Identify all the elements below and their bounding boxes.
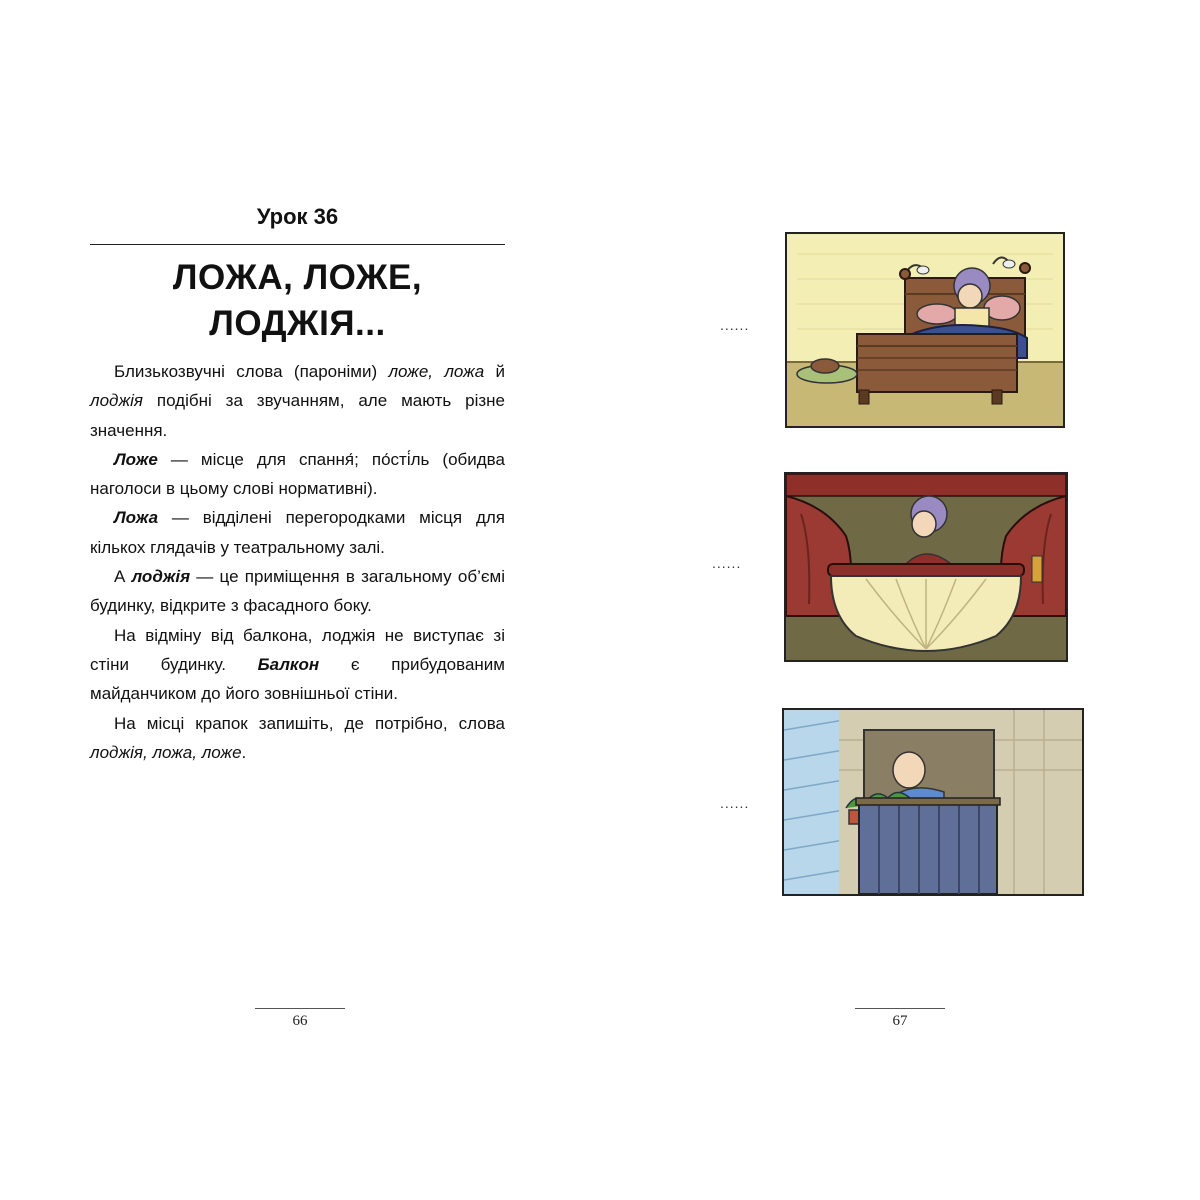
right-page <box>600 0 1200 1200</box>
paragraph-lodzhiia: А лоджія — це приміщення в загальному об’ємі будинку, відкрите з фасадного боку. <box>90 567 506 616</box>
page-number-rule <box>855 1008 945 1009</box>
title-line-1: ЛОЖА, ЛОЖЕ, <box>172 258 423 297</box>
paragraph-lozhe: Ложе — місце для спання́; по́сті́ль (обидва наголоси в цьому слові нормативні). <box>90 449 505 499</box>
page-number: 66 <box>292 1013 308 1029</box>
term-lodzhiia: лоджія <box>131 567 191 587</box>
paragraph-intro: Близькозвучні слова (пароніми) ложе, ложа й лоджія подібні за звучанням, але мають різне значення. <box>90 362 505 440</box>
term-balkon: Балкон <box>257 654 320 674</box>
answer-blank-1: ...... <box>720 317 750 333</box>
theatre-box-illustration <box>784 472 1068 662</box>
paragraph-task: На місці крапок запишіть, де потрібно, слова лоджія, ложа, ложе. <box>90 713 505 762</box>
lesson-number: Урок 36 <box>256 204 339 229</box>
title-line-2: ЛОДЖІЯ... <box>209 304 386 343</box>
answer-blank-2: ...... <box>712 555 742 571</box>
page-number-rule <box>255 1008 345 1009</box>
term-lozhe: Ложе <box>114 449 158 469</box>
paragraph-balkon: На відміну від балкона, лоджія не виступає зі стіни будинку. Балкон є прибудованим майданчиком до його зовнішньої стіни. <box>90 625 505 704</box>
balcony-illustration <box>782 708 1084 896</box>
lesson-body <box>90 357 505 767</box>
paragraph-lozha: Ложа — відділені перегородками місця для кількох глядачів у театральному залі. <box>90 508 505 557</box>
title-divider <box>90 244 505 245</box>
answer-blank-3: ...... <box>720 795 750 811</box>
page-number: 67 <box>892 1013 908 1029</box>
bed-illustration <box>785 232 1065 428</box>
lesson-title <box>90 255 505 347</box>
term-lozha: Ложа <box>114 508 159 528</box>
